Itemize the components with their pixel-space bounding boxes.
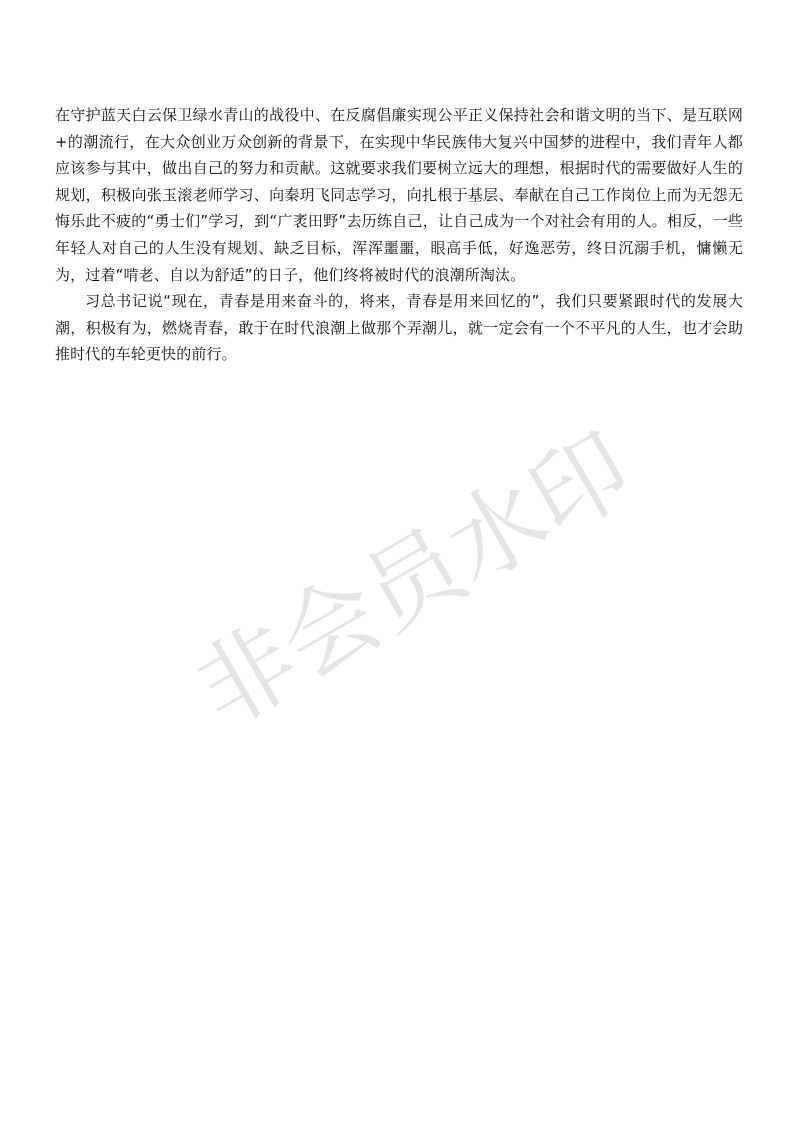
- paragraph-1: 在守护蓝天白云保卫绿水青山的战役中、在反腐倡廉实现公平正义保持社会和谐文明的当下、是互联网+的潮流行，在大众创业万众创新的背景下，在实现中华民族伟大复兴中国梦的进程中，我们青年人都应该参与其中，做出自己的努力和贡献。这就要求我们要树立远大的理想，根据时代的需要做好人生的规划，积极向张玉滚老师学习、向秦玥飞同志学习，向扎根于基层、奉献在自己工作岗位上而为无怨无悔乐此不疲的“勇士们”学习，到“广袤田野”去历练自己，让自己成为一个对社会有用的人。相反，一些年轻人对自己的人生没有规划、缺乏目标，浑浑噩噩，眼高手低，好逸恶劳，终日沉溺手机，慵懒无为，过着“啃老、自以为舒适”的日子，他们终将被时代的浪潮所淘汰。: [55, 106, 743, 284]
- watermark: 非会员水印: [177, 411, 650, 749]
- paragraph-2: 习总书记说“现在，青春是用来奋斗的，将来，青春是用来回忆的”，我们只要紧跟时代的发展大潮，积极有为，燃烧青春，敢于在时代浪潮上做那个弄潮儿，就一定会有一个不平凡的人生，也才会助推时代的车轮更快的前行。: [55, 292, 743, 364]
- document-body: [55, 102, 743, 368]
